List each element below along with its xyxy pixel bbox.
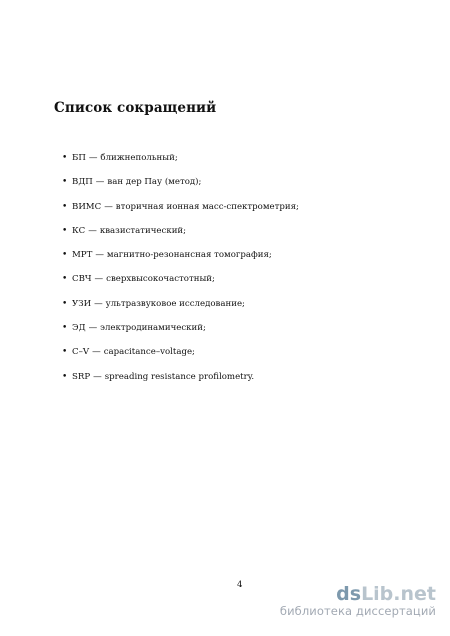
- abbreviation-term: БП: [72, 153, 86, 163]
- abbreviation-definition: ближнепольный;: [100, 153, 178, 163]
- list-item: [62, 322, 299, 346]
- abbreviation-definition: ультразвуковое исследование;: [105, 298, 245, 309]
- bullet-icon: •: [62, 177, 68, 188]
- list-item: [62, 298, 299, 322]
- abbreviation-term: SRP: [72, 371, 91, 382]
- bullet-icon: •: [62, 153, 68, 163]
- logo-suffix: Lib.net: [361, 583, 436, 605]
- dash-separator: —: [95, 250, 104, 261]
- abbreviation-definition: электродинамический;: [100, 323, 206, 334]
- bullet-icon: •: [62, 250, 68, 261]
- dash-separator: —: [93, 371, 102, 382]
- bullet-icon: •: [62, 347, 68, 358]
- dash-separator: —: [104, 201, 113, 212]
- abbreviation-term: ВИМС: [72, 201, 102, 212]
- abbreviation-term: C–V: [72, 347, 90, 358]
- dash-separator: —: [92, 347, 101, 358]
- list-item: [62, 346, 299, 370]
- dash-separator: —: [94, 298, 103, 309]
- dash-separator: —: [88, 323, 98, 334]
- page-title: Список сокращений: [54, 100, 217, 116]
- list-item: [62, 201, 299, 225]
- abbreviation-term: УЗИ: [72, 298, 92, 309]
- abbreviation-term: ЭД: [72, 323, 86, 334]
- abbreviation-term: МРТ: [72, 250, 93, 261]
- bullet-icon: •: [62, 225, 68, 236]
- bullet-icon: •: [62, 371, 68, 382]
- dash-separator: —: [88, 153, 98, 163]
- logo-prefix: ds: [336, 583, 362, 605]
- abbreviation-definition: ван дер Пау (метод);: [107, 177, 202, 188]
- bullet-icon: •: [62, 201, 68, 212]
- page-number: 4: [237, 580, 243, 590]
- list-item: [62, 225, 299, 249]
- bullet-icon: •: [62, 298, 68, 309]
- abbreviation-definition: вторичная ионная масс-спектрометрия;: [115, 201, 299, 212]
- dash-separator: —: [88, 225, 97, 236]
- abbreviation-list: [62, 152, 299, 395]
- list-item: [62, 273, 299, 297]
- abbreviation-term: ВДП: [72, 177, 93, 188]
- abbreviation-definition: capacitance–voltage;: [103, 347, 195, 358]
- abbreviation-definition: сверхвысокочастотный;: [106, 274, 215, 285]
- abbreviation-definition: spreading resistance profilometry.: [104, 371, 255, 382]
- abbreviation-definition: магнитно-резонансная томография;: [106, 250, 272, 261]
- abbreviation-term: СВЧ: [72, 274, 92, 285]
- list-item: [62, 371, 299, 395]
- abbreviation-definition: квазистатический;: [99, 225, 187, 236]
- dslib-logo: [280, 584, 436, 604]
- bullet-icon: •: [62, 323, 68, 334]
- bullet-icon: •: [62, 274, 68, 285]
- watermark-tagline: библиотека диссертаций: [279, 604, 436, 618]
- list-item: [62, 249, 299, 273]
- dslib-watermark[interactable]: [280, 584, 436, 618]
- dash-separator: —: [95, 177, 105, 188]
- list-item: [62, 152, 299, 176]
- dash-separator: —: [94, 274, 104, 285]
- abbreviation-term: КС: [72, 225, 86, 236]
- list-item: [62, 176, 299, 200]
